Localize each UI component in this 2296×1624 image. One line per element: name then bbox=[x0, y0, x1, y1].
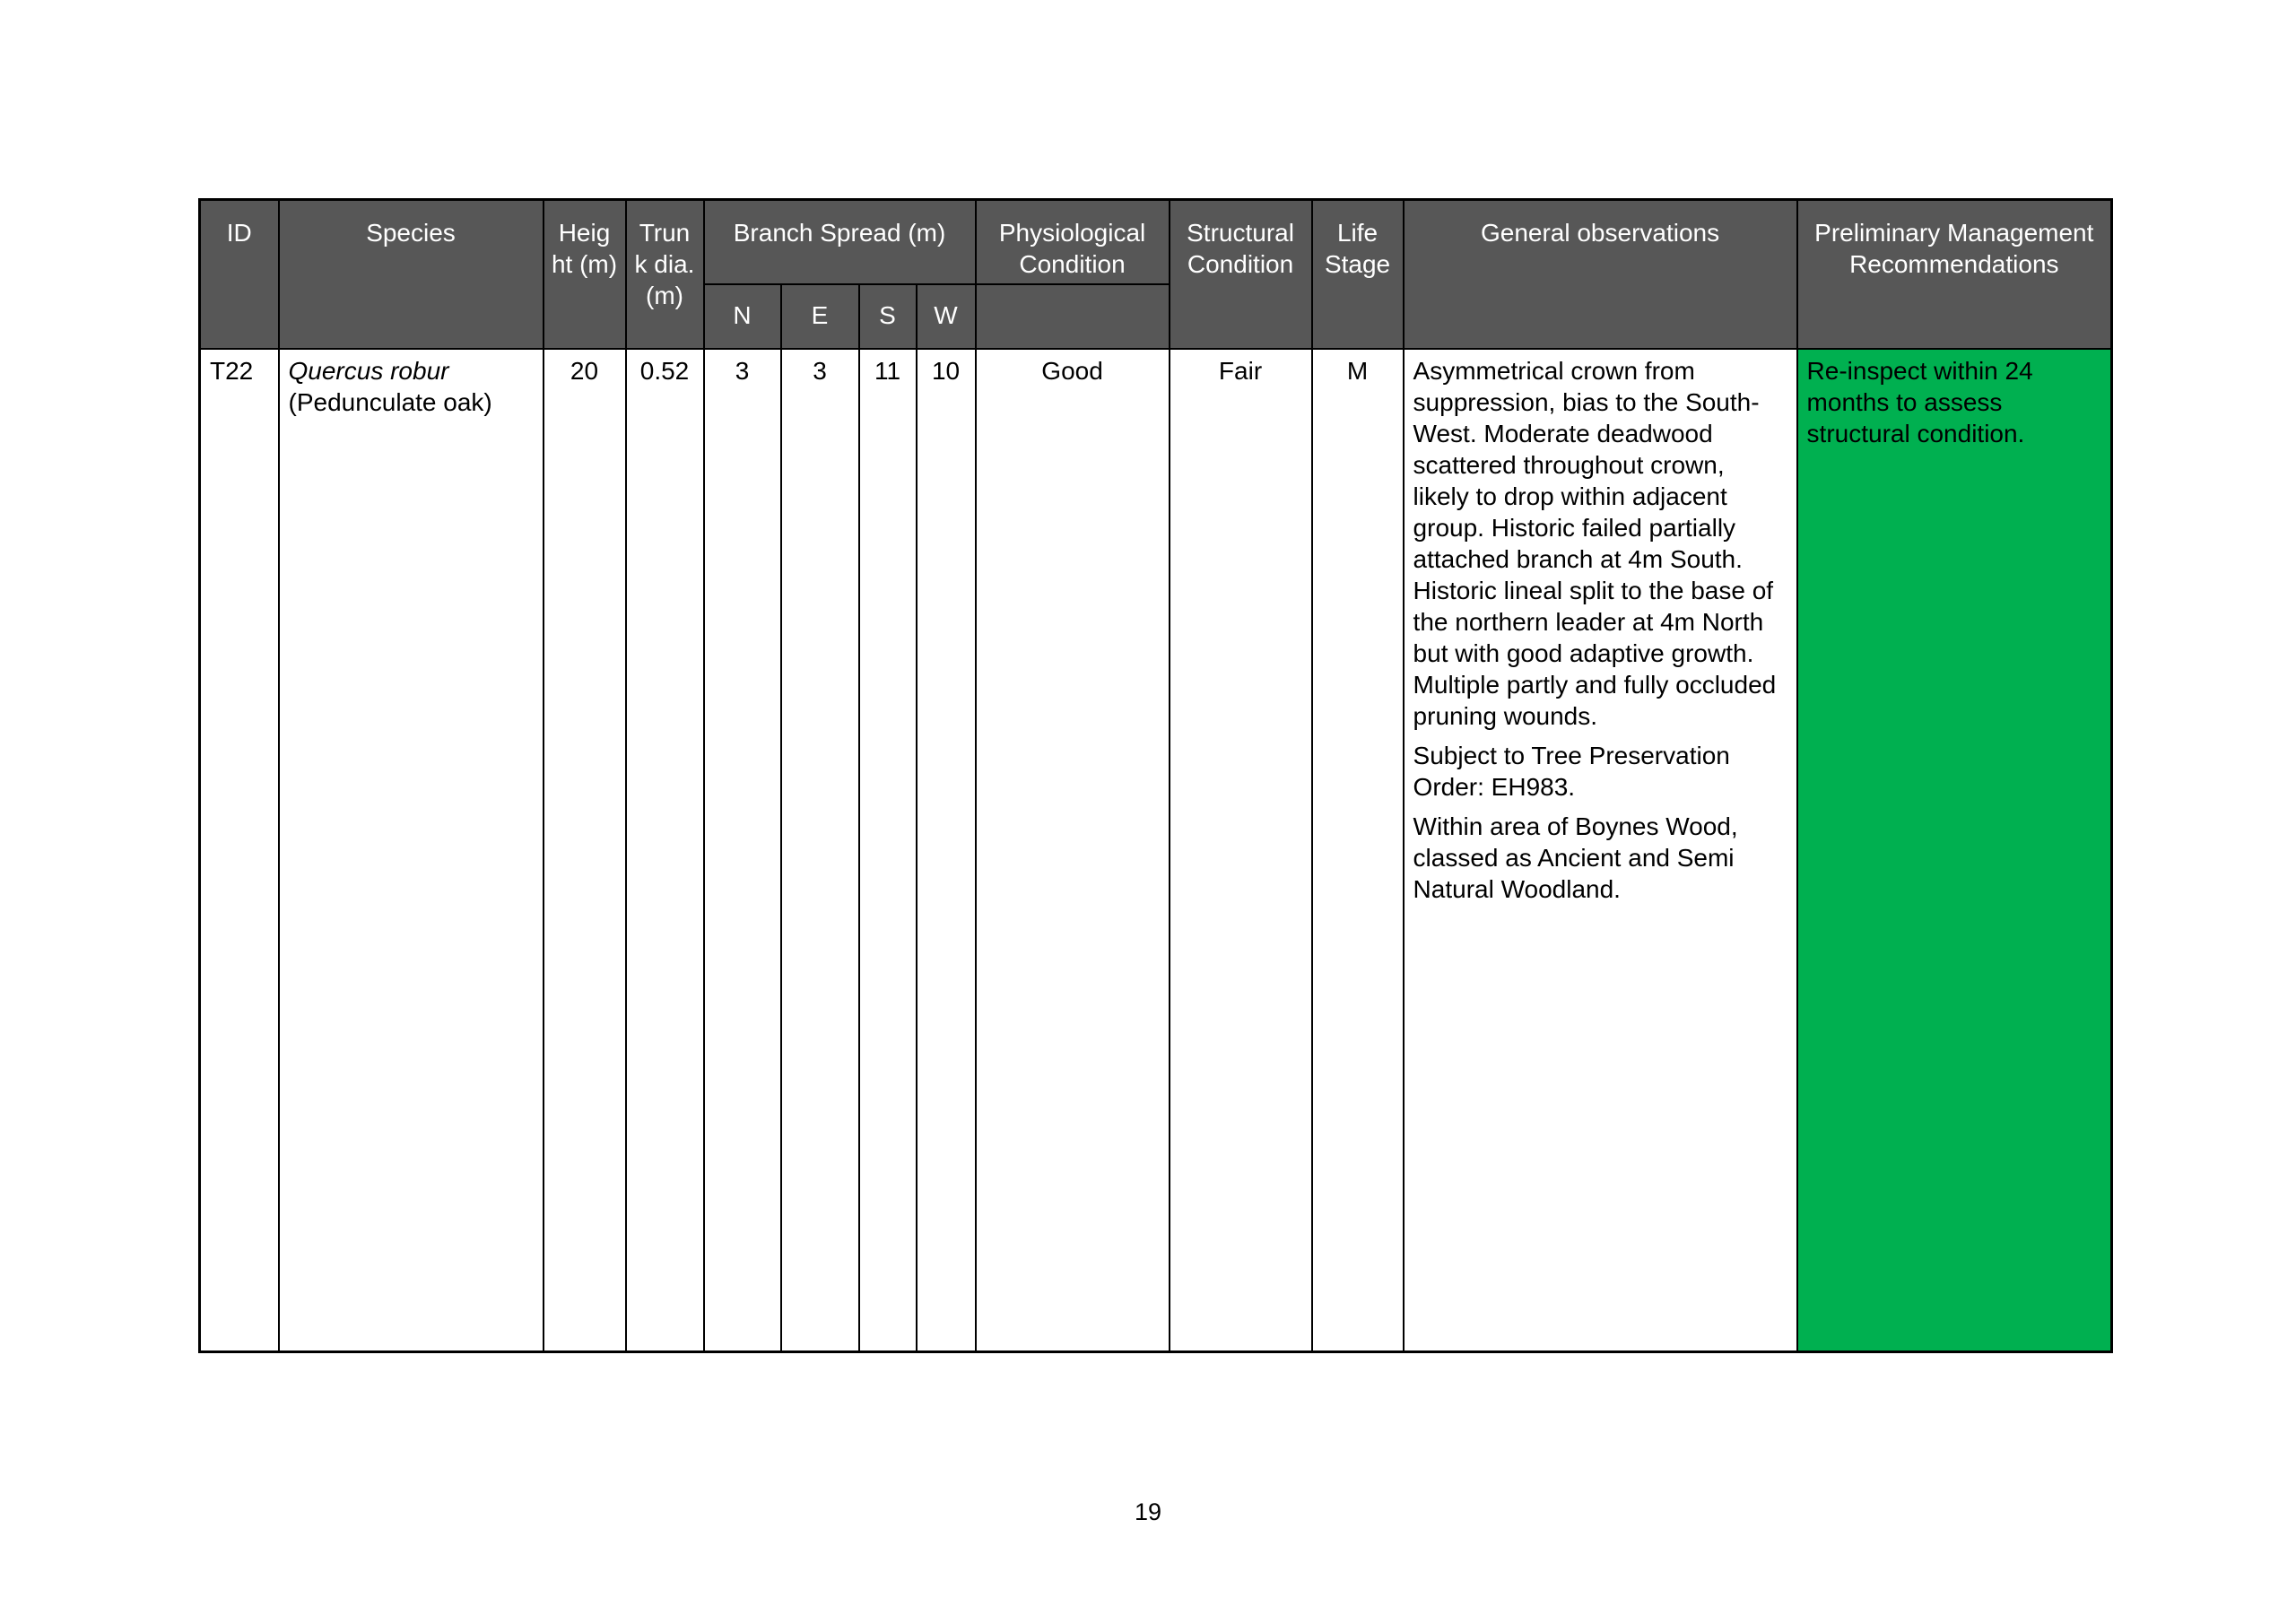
header-physiological-blank bbox=[976, 284, 1170, 349]
cell-height: 20 bbox=[544, 349, 626, 1351]
cell-species bbox=[279, 349, 544, 1351]
header-life-stage: Life Stage bbox=[1312, 200, 1404, 350]
cell-general-observations bbox=[1404, 349, 1797, 1351]
tree-survey-table bbox=[198, 198, 2113, 1353]
header-species: Species bbox=[279, 200, 544, 350]
cell-branch-n: 3 bbox=[704, 349, 781, 1351]
header-branch-n: N bbox=[704, 284, 781, 349]
cell-physiological-condition: Good bbox=[976, 349, 1170, 1351]
cell-branch-e: 3 bbox=[781, 349, 859, 1351]
cell-structural-condition: Fair bbox=[1170, 349, 1312, 1351]
cell-trunk-diameter: 0.52 bbox=[626, 349, 704, 1351]
table-row bbox=[200, 349, 2112, 1351]
species-latin-name: Quercus robur bbox=[288, 357, 449, 385]
header-branch-e: E bbox=[781, 284, 859, 349]
header-trunk-diameter: Trun k dia. (m) bbox=[626, 200, 704, 350]
header-id: ID bbox=[200, 200, 279, 350]
cell-branch-s: 11 bbox=[859, 349, 917, 1351]
observation-paragraph: Asymmetrical crown from suppression, bias to the South-West. Moderate deadwood scattered throughout crown, likely to drop within adjacent group. Historic failed partially attached branch at 4m South. Historic lineal split to the base of the northern leader at 4m North but with good adaptive growth. Multiple partly and fully occluded pruning wounds. bbox=[1413, 357, 1777, 730]
header-management-recommendations: Preliminary Management Recommendations bbox=[1797, 200, 2112, 350]
header-physiological-condition: Physiological Condition bbox=[976, 200, 1170, 285]
cell-id: T22 bbox=[200, 349, 279, 1351]
header-structural-condition: Structural Condition bbox=[1170, 200, 1312, 350]
header-height: Heig ht (m) bbox=[544, 200, 626, 350]
observation-paragraph: Subject to Tree Preservation Order: EH983. bbox=[1413, 742, 1730, 801]
header-branch-spread: Branch Spread (m) bbox=[704, 200, 976, 285]
header-branch-s: S bbox=[859, 284, 917, 349]
cell-life-stage: M bbox=[1312, 349, 1404, 1351]
header-general-observations: General observations bbox=[1404, 200, 1797, 350]
header-branch-w: W bbox=[917, 284, 976, 349]
page-number: 19 bbox=[1134, 1498, 1162, 1525]
cell-branch-w: 10 bbox=[917, 349, 976, 1351]
species-common-name: (Pedunculate oak) bbox=[288, 388, 492, 416]
observation-paragraph: Within area of Boynes Wood, classed as Ancient and Semi Natural Woodland. bbox=[1413, 812, 1738, 903]
cell-management-recommendation: Re-inspect within 24 months to assess structural condition. bbox=[1797, 349, 2112, 1351]
